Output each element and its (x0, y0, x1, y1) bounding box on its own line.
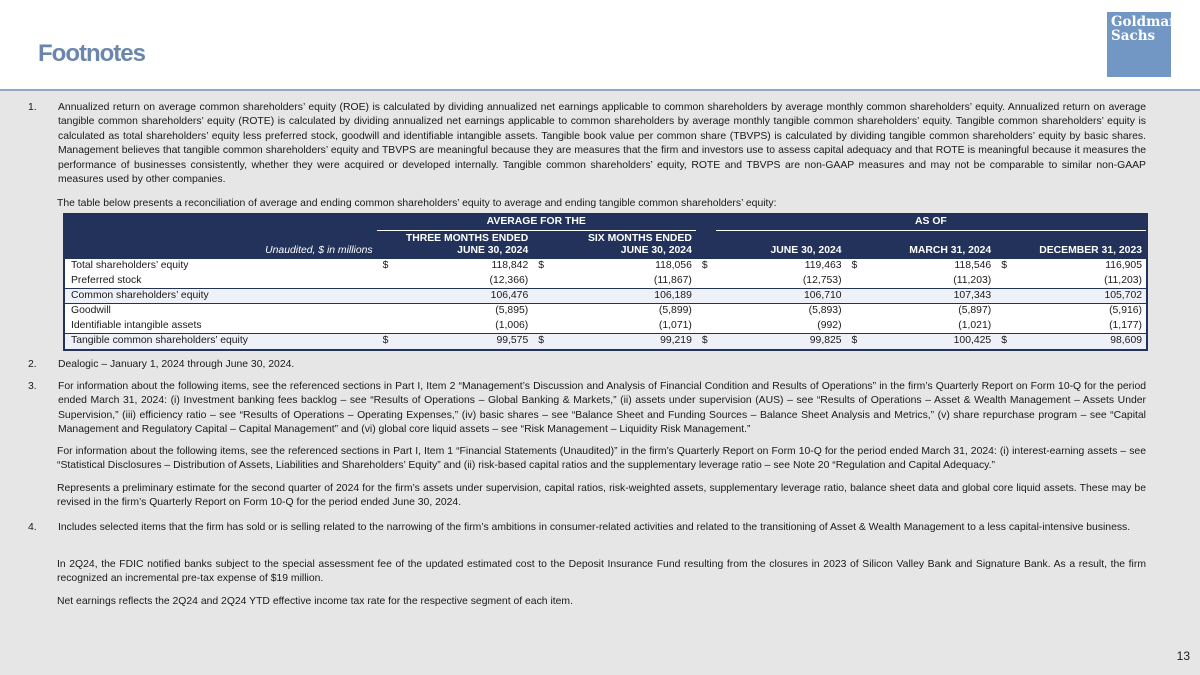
cell-value: (5,916) (1109, 305, 1142, 317)
footnotes-body (0, 91, 1200, 675)
cell-value: 116,905 (1105, 259, 1142, 271)
row-label: Common shareholders’ equity (64, 289, 377, 304)
row-label: Preferred stock (71, 274, 142, 286)
cell-value: (5,899) (658, 305, 692, 317)
cell-value: 99,825 (716, 334, 846, 350)
cell-value: (11,203) (953, 274, 992, 286)
table-row (64, 259, 1147, 274)
footnote-2 (28, 358, 1146, 372)
column-header (377, 230, 533, 259)
cell-value: (5,895) (495, 305, 529, 317)
cell-value: (992) (817, 319, 842, 331)
footnote-4 (28, 521, 1146, 535)
logo-line-2: Sachs (1111, 28, 1156, 44)
row-label: Goodwill (71, 305, 111, 317)
currency-symbol: $ (696, 334, 716, 350)
footnote-text: Annualized return on average common shareholders’ equity (ROE) is calculated by dividing annualized net earnings applicable to common shareholders by average monthly common shareholders’ equity. Annualized return on average tangible common shareholders’ equity (ROTE) is calculated by dividing annualized net earnings applicable to common shareholders by average monthly tangible common shareholders’ equity. Tangible common shareholders’ equity is calculated as total shareholders’ equity less preferred stock, goodwill and identifiable intangible assets. Tangible book value per common share (TBVPS) is calculated by dividing tangible common shareholders’ equity by basic shares. Management believes that tangible common shareholders’ equity and TBVPS are meaningful because they are measures that the firm and investors use to assess capital adequacy and that ROTE is meaningful because it measures the performance of businesses consistently, whether they were acquired or developed internally. Tangible common shareholders’ equity, ROTE and TBVPS are non-GAAP measures and may not be comparable to similar non-GAAP measures used by other companies. (58, 102, 1146, 186)
currency-symbol: $ (1001, 259, 1007, 271)
cell-value: (12,366) (489, 274, 529, 286)
column-header (532, 230, 696, 259)
footnote-number: 1. (28, 102, 37, 113)
table-row-total (64, 334, 1147, 350)
cell-value: 98,609 (1015, 334, 1147, 350)
page-number: 13 (1176, 649, 1190, 663)
cell-value: (5,897) (958, 305, 992, 317)
column-header-line2: JUNE 30, 2024 (620, 244, 692, 256)
footnote-3 (28, 380, 1146, 438)
cell-value: (1,021) (958, 319, 992, 331)
footnote-number: 2. (28, 359, 37, 370)
cell-value: (11,867) (653, 274, 692, 286)
currency-symbol: $ (382, 259, 389, 271)
table-row (64, 304, 1147, 319)
currency-symbol: $ (701, 259, 708, 271)
column-header-line2: DECEMBER 31, 2023 (1039, 244, 1142, 256)
column-header-line1: THREE MONTHS ENDED (405, 232, 529, 244)
currency-symbol: $ (532, 334, 552, 350)
cell-value: (1,006) (495, 319, 529, 331)
group-header-as-of: AS OF (716, 214, 1147, 230)
footnote-3-paragraph-2: For information about the following items, see the referenced sections in Part I, Item 1 “Financial Statements (Unaudited)” in the firm’s Quarterly Report on Form 10-Q for the period ended March 31, 2024: (i) interest-earning assets – see “Statistical Disclosures – Distribution of Assets, Liabilities and Shareholders’ Equity” and (ii) risk-based capital ratios and the supplementary leverage ratio – see Note 20 “Regulation and Capital Adequacy.” (57, 446, 1146, 472)
row-label: Identifiable intangible assets (71, 319, 202, 331)
footnote-4-paragraph-3: Net earnings reflects the 2Q24 and 2Q24 YTD effective income tax rate for the respective segment of each item. (57, 596, 573, 607)
column-header-line2: JUNE 30, 2024 (457, 244, 529, 256)
column-header-line2: MARCH 31, 2024 (909, 244, 992, 256)
goldman-sachs-logo (1107, 12, 1179, 77)
currency-symbol: $ (851, 259, 858, 271)
currency-symbol: $ (846, 334, 866, 350)
table-intro: The table below presents a reconciliation of average and ending common shareholders’ equity to average and ending tangible common shareholders’ equity: (57, 198, 777, 209)
table-group-header-row (64, 214, 1147, 230)
cell-value: 99,575 (397, 334, 533, 350)
cell-value: (1,071) (658, 319, 692, 331)
cell-value: 118,546 (954, 259, 992, 271)
currency-symbol: $ (995, 334, 1015, 350)
cell-value: 118,056 (655, 259, 692, 271)
cell-value: (5,893) (808, 305, 842, 317)
footnote-text: Includes selected items that the firm has sold or is selling related to the narrowing of the firm’s ambitions in consumer-related activities and related to the transitioning of Asset & Wealth Management to a less capital-intensive business. (58, 522, 1131, 533)
currency-symbol: $ (377, 334, 397, 350)
cell-value: 106,710 (716, 289, 846, 304)
page-title: Footnotes (38, 40, 145, 67)
row-label: Total shareholders’ equity (71, 259, 189, 271)
footnote-text: For information about the following items, see the referenced sections in Part I, Item 2 “Management’s Discussion and Analysis of Financial Condition and Results of Operations” in the firm’s Quarterly Report on Form 10-Q for the period ended March 31, 2024: (i) Investment banking fees backlog – see “Results of Operations – Global Banking & Markets,” (ii) assets under supervision (AUS) – see “Results of Operations – Asset & Wealth Management – Assets Under Supervision,” (iii) efficiency ratio – see “Results of Operations – Operating Expenses,” (iv) basic shares – see “Balance Sheet and Funding Sources – Balance Sheet Analysis and Metrics,” (v) share repurchase program – see “Capital Management and Regulatory Capital – Capital Management” and (vi) global core liquid assets – see “Risk Management – Liquidity Risk Management.” (58, 381, 1146, 436)
footnote-text: Dealogic – January 1, 2024 through June 30, 2024. (58, 359, 295, 370)
cell-value: 106,476 (397, 289, 533, 304)
column-header-line1: SIX MONTHS ENDED (587, 232, 692, 244)
group-header-average: AVERAGE FOR THE (377, 214, 696, 230)
row-label: Tangible common shareholders’ equity (64, 334, 377, 350)
column-header (995, 230, 1147, 259)
cell-value: 119,463 (804, 259, 842, 271)
footnote-number: 4. (28, 522, 37, 533)
table-row (64, 274, 1147, 289)
currency-symbol: $ (538, 259, 545, 271)
footnote-1 (28, 101, 1146, 187)
table-row (64, 319, 1147, 334)
footnote-3-paragraph-3: Represents a preliminary estimate for the second quarter of 2024 for the firm’s assets under supervision, capital ratios, risk-weighted assets, supplementary leverage ratio, balance sheet data and global core liquid assets. These may be revised in the firm’s Quarterly Report on Form 10-Q for the period ended June 30, 2024. (57, 483, 1146, 509)
cell-value: 99,219 (552, 334, 696, 350)
table-row-subtotal (64, 289, 1147, 304)
logo-line-1: Goldman (1111, 14, 1179, 30)
cell-value: 100,425 (866, 334, 996, 350)
cell-value: (1,177) (1109, 319, 1142, 331)
column-header-line2: JUNE 30, 2024 (770, 244, 842, 256)
column-header (846, 230, 996, 259)
unaudited-label: Unaudited, $ in millions (265, 244, 373, 256)
footnote-4-paragraph-2: In 2Q24, the FDIC notified banks subject to the special assessment fee of the updated estimated cost to the Deposit Insurance Fund resulting from the closures in 2023 of Silicon Valley Bank and Signature Bank. As a result, the firm recognized an incremental pre-tax expense of $19 million. (57, 559, 1146, 585)
cell-value: 107,343 (866, 289, 996, 304)
table-column-header-row (64, 230, 1147, 259)
cell-value: (12,753) (802, 274, 842, 286)
cell-value: 118,842 (491, 259, 529, 271)
footnote-number: 3. (28, 381, 37, 392)
column-header (696, 230, 846, 259)
cell-value: 105,702 (1015, 289, 1147, 304)
cell-value: (11,203) (1104, 274, 1142, 286)
cell-value: 106,189 (552, 289, 696, 304)
reconciliation-table (63, 213, 1148, 351)
